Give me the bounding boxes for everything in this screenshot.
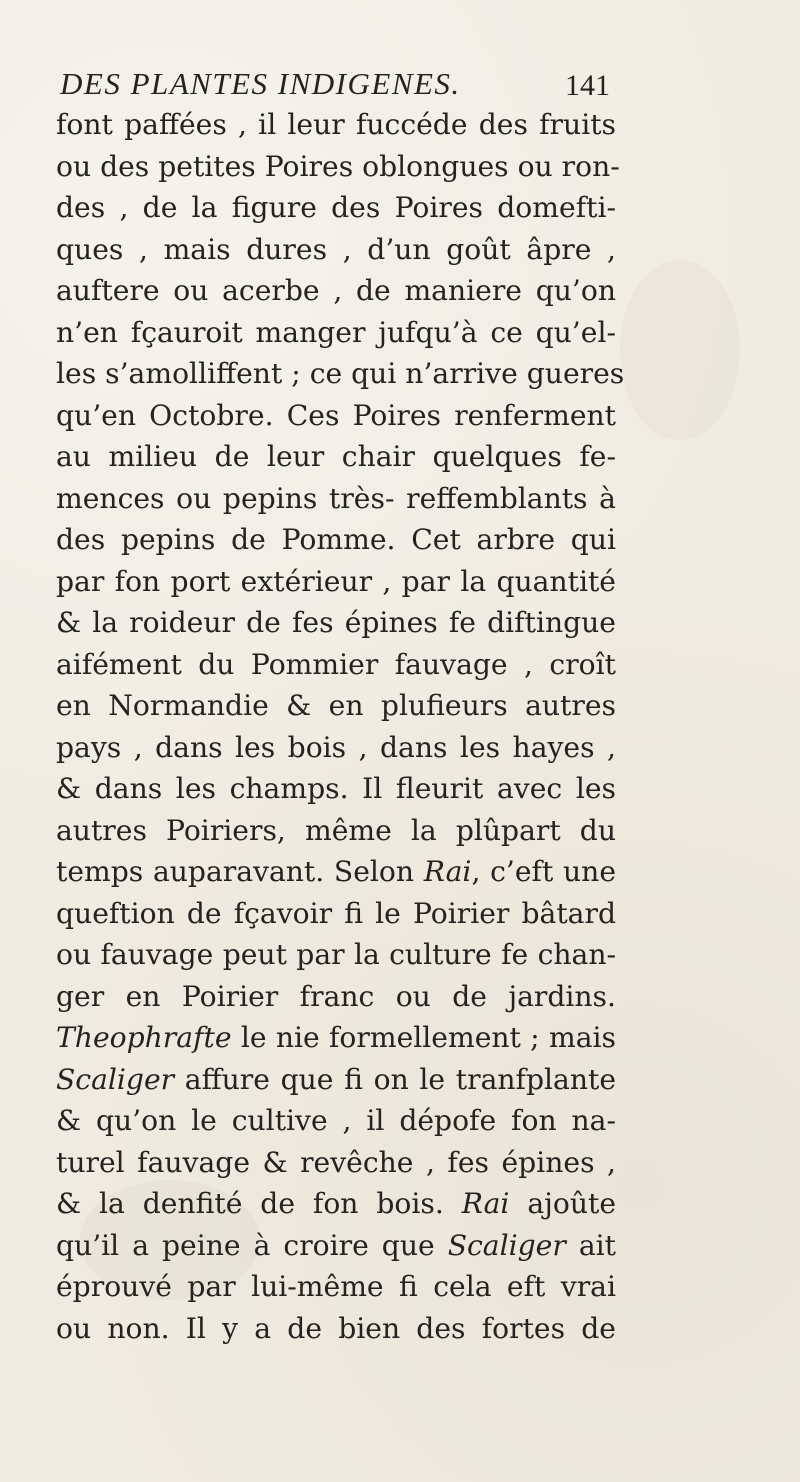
text-line bbox=[56, 146, 620, 188]
text-line bbox=[56, 312, 616, 354]
text-segment: ou des petites Poires oblongues ou ron- bbox=[56, 149, 620, 183]
text-line bbox=[56, 768, 616, 810]
text-segment: auftere ou acerbe , de maniere qu’on bbox=[56, 274, 616, 307]
text-segment: qu’il a peine à croire que bbox=[56, 1228, 448, 1262]
text-line bbox=[56, 602, 616, 644]
text-line bbox=[56, 1225, 616, 1267]
text-segment: ait bbox=[565, 1228, 616, 1262]
text-line bbox=[56, 644, 616, 686]
text-line bbox=[56, 1308, 616, 1350]
text-line bbox=[56, 685, 616, 727]
running-title: DES PLANTES INDIGENES. bbox=[60, 66, 461, 101]
text-line bbox=[56, 934, 616, 976]
text-line bbox=[56, 976, 616, 1018]
text-segment: & dans les champs. Il fleurit avec les bbox=[56, 772, 616, 805]
italic-name: Theophrafte bbox=[56, 1021, 232, 1054]
text-segment: pays , dans les bois , dans les hayes , bbox=[56, 730, 616, 764]
body-text bbox=[56, 104, 625, 1349]
text-segment: qu’en Octobre. Ces Poires renferment bbox=[56, 398, 616, 432]
text-line bbox=[56, 810, 616, 852]
text-line bbox=[56, 353, 625, 395]
text-segment: par fon port extérieur , par la quantité bbox=[56, 564, 616, 598]
text-line bbox=[56, 1266, 616, 1308]
text-line bbox=[56, 229, 616, 271]
text-segment: ajoûte bbox=[509, 1187, 616, 1220]
text-line bbox=[56, 1183, 616, 1225]
text-segment: temps auparavant. Selon bbox=[56, 855, 424, 888]
text-segment: éprouvé par lui-même fi cela eft vrai bbox=[56, 1270, 616, 1303]
text-segment: ou fauvage peut par la culture fe chan- bbox=[56, 938, 616, 971]
text-line bbox=[56, 519, 616, 561]
text-line bbox=[56, 478, 616, 520]
page-number: 141 bbox=[565, 69, 610, 102]
text-segment: au milieu de leur chair quelques fe- bbox=[56, 440, 616, 473]
text-line bbox=[56, 893, 616, 935]
page-header bbox=[60, 66, 610, 106]
text-segment: les s’amolliffent ; ce qui n’arrive gueres bbox=[56, 357, 625, 390]
text-line bbox=[56, 187, 616, 229]
text-segment: le nie formellement ; mais bbox=[231, 1021, 616, 1054]
text-line bbox=[56, 270, 616, 312]
text-segment: ques , mais dures , d’un goût âpre , bbox=[56, 232, 616, 266]
text-segment: des , de la figure des Poires domefti- bbox=[56, 191, 616, 224]
text-segment: & la denfité de fon bois. bbox=[56, 1187, 462, 1220]
text-segment: & qu’on le cultive , il dépofe fon na- bbox=[56, 1104, 616, 1137]
italic-name: Rai bbox=[423, 855, 472, 888]
text-segment: affure que fi on le tranfplante bbox=[174, 1062, 616, 1096]
text-line bbox=[56, 1142, 616, 1184]
text-line bbox=[56, 561, 616, 603]
text-line bbox=[56, 395, 616, 437]
text-line bbox=[56, 1017, 616, 1059]
text-segment: font paffées , il leur fuccéde des fruits bbox=[56, 108, 616, 141]
text-line bbox=[56, 1059, 616, 1101]
text-line bbox=[56, 851, 616, 893]
text-segment: , c’eft une bbox=[471, 855, 616, 888]
italic-name: Scaliger bbox=[447, 1228, 566, 1262]
text-segment: aifément du Pommier fauvage , croît bbox=[56, 647, 616, 681]
text-line bbox=[56, 436, 616, 478]
paper-stain bbox=[620, 260, 740, 440]
italic-name: Scaliger bbox=[56, 1062, 175, 1096]
text-segment: ger en Poirier franc ou de jardins. bbox=[56, 979, 616, 1013]
text-segment: mences ou pepins très- reffemblants à bbox=[56, 481, 616, 515]
text-segment: queftion de fçavoir fi le Poirier bâtard bbox=[56, 896, 616, 930]
italic-name: Rai bbox=[461, 1187, 510, 1220]
text-line bbox=[56, 727, 616, 769]
text-segment: turel fauvage & revêche , fes épines , bbox=[56, 1145, 616, 1179]
text-segment: n’en fçauroit manger jufqu’à ce qu’el- bbox=[56, 315, 616, 349]
text-line bbox=[56, 104, 616, 146]
text-line bbox=[56, 1100, 616, 1142]
text-segment: & la roideur de fes épines fe diftingue bbox=[56, 606, 616, 639]
text-segment: des pepins de Pomme. Cet arbre qui bbox=[56, 523, 616, 556]
text-segment: autres Poiriers, même la plûpart du bbox=[56, 813, 616, 847]
text-segment: en Normandie & en plufieurs autres bbox=[56, 689, 616, 722]
text-segment: ou non. Il y a de bien des fortes de bbox=[56, 1311, 616, 1345]
